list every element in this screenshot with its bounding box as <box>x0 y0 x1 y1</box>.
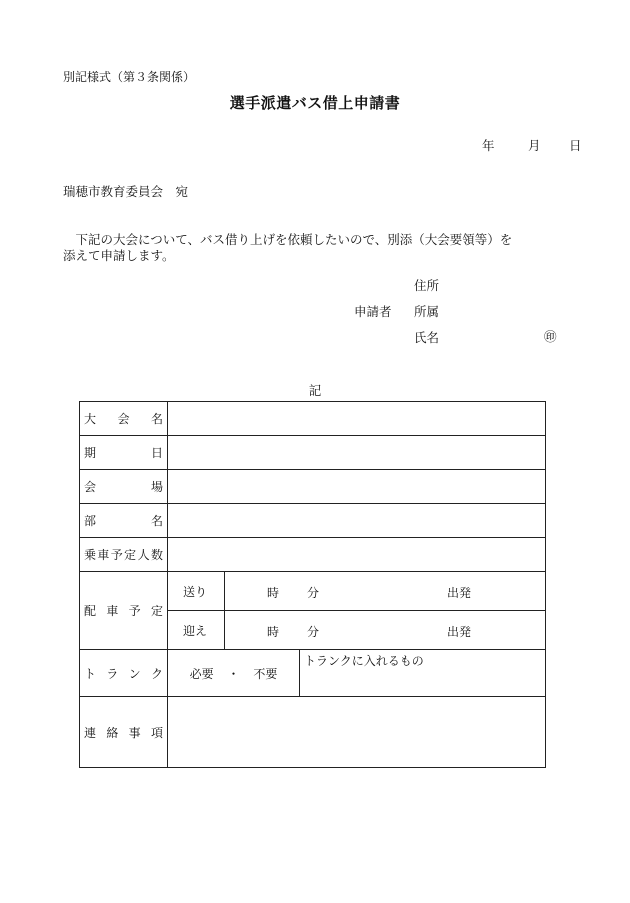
contact-label: 連 絡 事 項 <box>80 697 168 768</box>
trunk-no-need-option[interactable]: 不要 <box>253 666 278 681</box>
venue-field[interactable] <box>168 470 546 504</box>
club-label: 部 名 <box>80 504 168 538</box>
send-hour-label: 時 <box>267 586 280 600</box>
applicant-label: 申請者 <box>354 304 392 319</box>
send-minute-label: 分 <box>307 586 320 600</box>
trunk-separator: ・ <box>227 666 240 681</box>
pickup-time-field[interactable] <box>225 611 546 650</box>
document-title: 選手派遣バス借上申請書 <box>229 94 401 112</box>
affiliation-label: 所属 <box>414 304 440 319</box>
event-name-field[interactable] <box>168 402 546 436</box>
pickup-hour-label: 時 <box>267 625 280 639</box>
name-label: 氏名 <box>414 330 440 345</box>
pickup-depart-label: 出発 <box>447 625 472 639</box>
seal-mark: ㊞ <box>544 329 557 344</box>
event-date-label: 期 日 <box>80 436 168 470</box>
addressee: 瑞穂市教育委員会 宛 <box>63 184 189 199</box>
date-month-label: 月 <box>528 138 541 153</box>
application-table <box>79 401 546 768</box>
send-label: 送り <box>168 572 225 611</box>
trunk-choice[interactable] <box>168 650 300 697</box>
send-time-field[interactable] <box>225 572 546 611</box>
ki-heading: 記 <box>308 383 322 398</box>
passengers-field[interactable] <box>168 538 546 572</box>
request-body-line-1: 下記の大会について、バス借り上げを依頼したいので、別添（大会要領等）を <box>63 232 513 247</box>
date-day-label: 日 <box>569 138 582 153</box>
form-reference: 別記様式（第３条関係） <box>63 70 196 84</box>
passengers-label: 乗 車 予 定 人 数 <box>80 538 168 572</box>
address-label: 住所 <box>414 278 440 293</box>
trunk-note-label: トランクに入れるもの <box>304 654 424 668</box>
send-depart-label: 出発 <box>447 586 472 600</box>
trunk-note-field[interactable] <box>300 650 546 697</box>
trunk-need-option[interactable]: 必要 <box>189 666 214 681</box>
event-date-field[interactable] <box>168 436 546 470</box>
date-year-label: 年 <box>482 138 495 153</box>
pickup-label: 迎え <box>168 611 225 650</box>
trunk-label: ト ラ ン ク <box>80 650 168 697</box>
dispatch-label: 配 車 予 定 <box>80 572 168 650</box>
club-field[interactable] <box>168 504 546 538</box>
venue-label: 会 場 <box>80 470 168 504</box>
contact-field[interactable] <box>168 697 546 768</box>
pickup-minute-label: 分 <box>307 625 320 639</box>
request-body-line-2: 添えて申請します。 <box>63 248 175 263</box>
event-name-label: 大 会 名 <box>80 402 168 436</box>
